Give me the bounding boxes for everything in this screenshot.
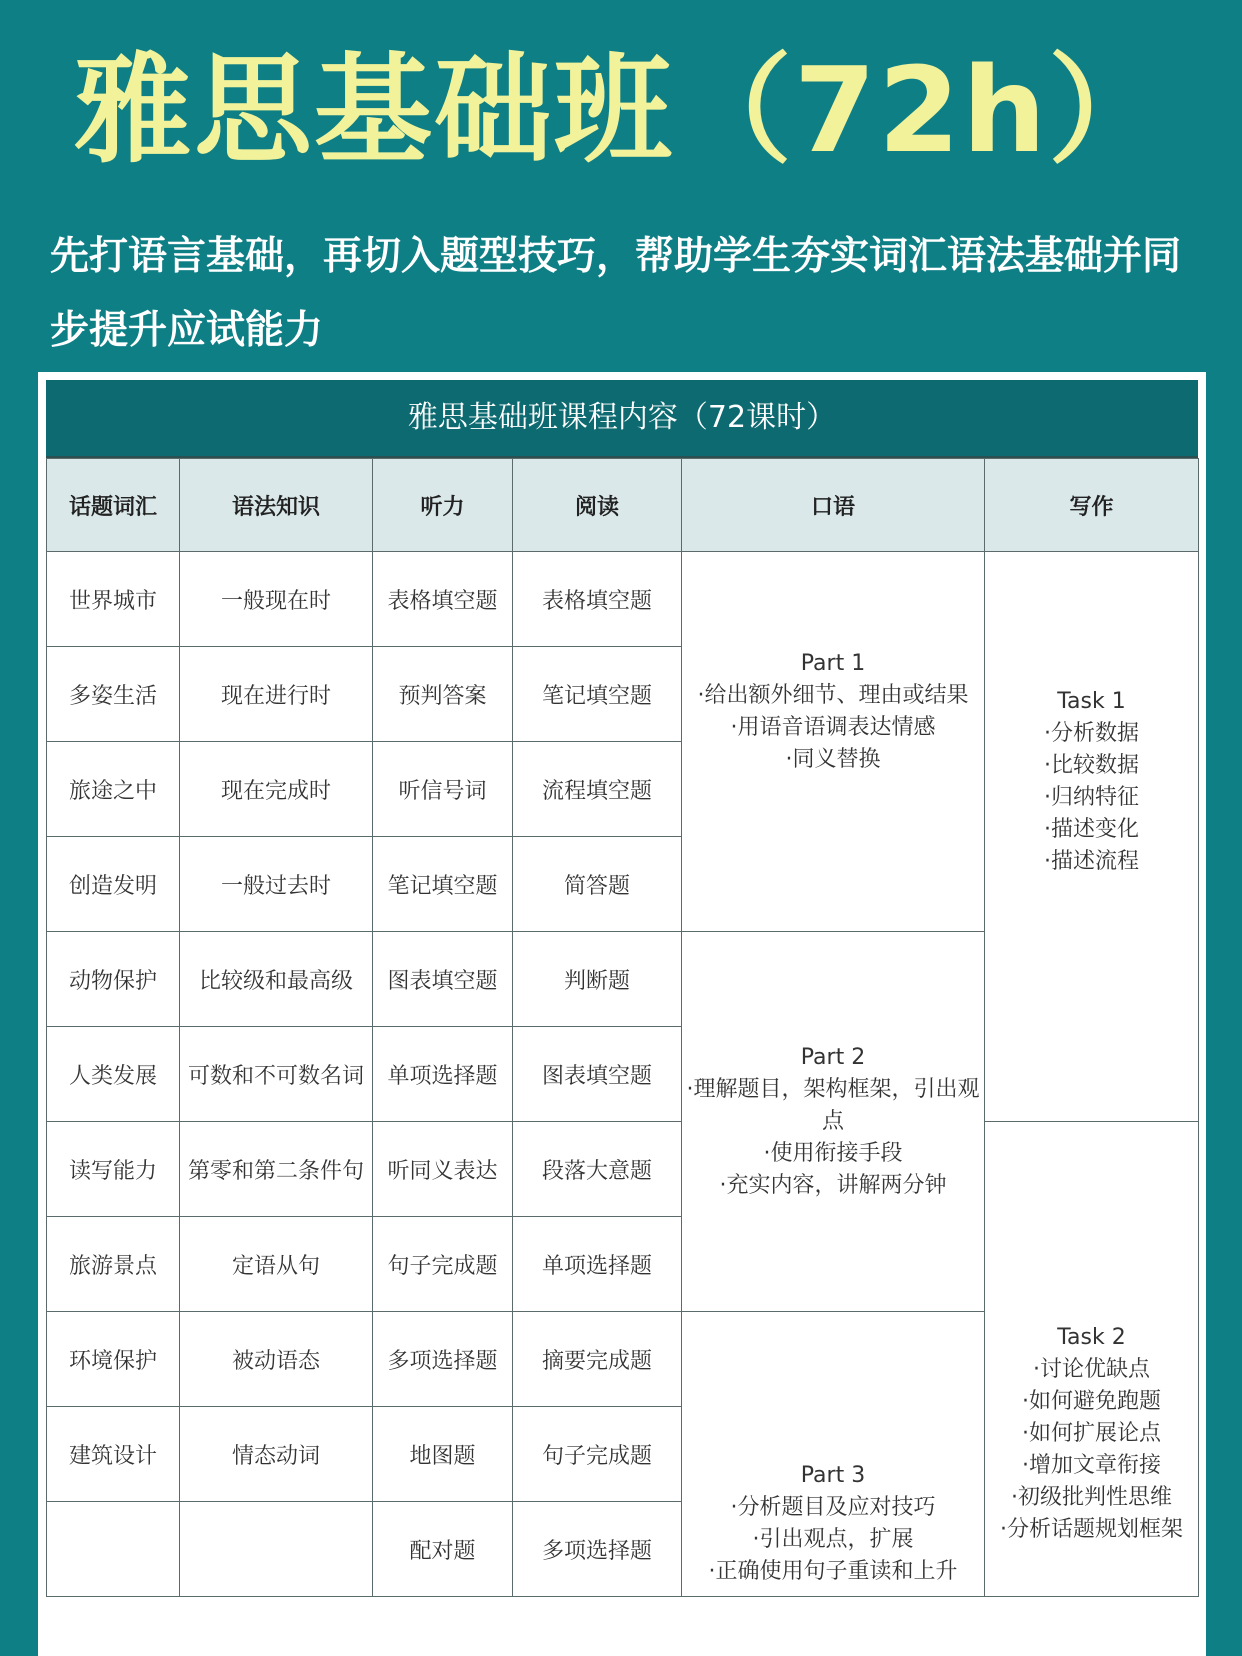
header-grammar: 语法知识 xyxy=(180,459,373,552)
header-row xyxy=(47,459,1199,552)
page-subtitle: 先打语言基础，再切入题型技巧，帮助学生夯实词汇语法基础并同步提升应试能力 xyxy=(50,234,1182,353)
listening-cell: 配对题 xyxy=(373,1502,513,1597)
topic-cell xyxy=(47,1502,180,1597)
writing-point: ·如何扩展论点 xyxy=(1022,1421,1161,1446)
reading-cell: 单项选择题 xyxy=(513,1217,682,1312)
grammar-cell xyxy=(180,1502,373,1597)
topic-cell: 人类发展 xyxy=(47,1027,180,1122)
writing-point: ·分析数据 xyxy=(1044,720,1139,746)
reading-cell: 表格填空题 xyxy=(513,552,682,647)
writing-point: ·比较数据 xyxy=(1044,752,1139,778)
page-headline: 雅思基础班（72h） xyxy=(73,41,1169,179)
grammar-cell: 现在进行时 xyxy=(180,647,373,742)
writing-point: ·归纳特征 xyxy=(1044,784,1139,810)
topic-cell: 旅途之中 xyxy=(47,742,180,837)
listening-cell: 句子完成题 xyxy=(373,1217,513,1312)
grammar-cell: 一般过去时 xyxy=(180,837,373,932)
grammar-cell: 被动语态 xyxy=(180,1312,373,1407)
course-table xyxy=(46,458,1199,1597)
topic-cell: 创造发明 xyxy=(47,837,180,932)
reading-cell: 图表填空题 xyxy=(513,1027,682,1122)
topic-cell: 读写能力 xyxy=(47,1122,180,1217)
writing-task-title: Task 2 xyxy=(1057,1325,1126,1350)
grammar-cell: 现在完成时 xyxy=(180,742,373,837)
writing-point: ·增加文章衔接 xyxy=(1022,1453,1161,1478)
reading-cell: 笔记填空题 xyxy=(513,647,682,742)
topic-cell: 旅游景点 xyxy=(47,1217,180,1312)
speaking-point: ·同义替换 xyxy=(785,746,881,772)
listening-cell: 听信号词 xyxy=(373,742,513,837)
speaking-point: ·正确使用句子重读和上升 xyxy=(708,1559,958,1584)
topic-cell: 动物保护 xyxy=(47,932,180,1027)
grammar-cell: 第零和第二条件句 xyxy=(180,1122,373,1217)
listening-cell: 单项选择题 xyxy=(373,1027,513,1122)
header-reading: 阅读 xyxy=(513,459,682,552)
writing-point: ·初级批判性思维 xyxy=(1011,1485,1172,1510)
grammar-cell: 比较级和最高级 xyxy=(180,932,373,1027)
reading-cell: 流程填空题 xyxy=(513,742,682,837)
speaking-point: ·分析题目及应对技巧 xyxy=(730,1495,936,1520)
writing-point: ·如何避免跑题 xyxy=(1022,1389,1161,1414)
speaking-point: ·用语音语调表达情感 xyxy=(730,714,936,740)
grammar-cell: 可数和不可数名词 xyxy=(180,1027,373,1122)
reading-cell: 简答题 xyxy=(513,837,682,932)
speaking-part-3 xyxy=(682,1312,985,1597)
speaking-part-2 xyxy=(682,932,985,1312)
topic-cell: 建筑设计 xyxy=(47,1407,180,1502)
speaking-point: ·充实内容，讲解两分钟 xyxy=(719,1172,947,1198)
reading-cell: 段落大意题 xyxy=(513,1122,682,1217)
reading-cell: 多项选择题 xyxy=(513,1502,682,1597)
course-table-card xyxy=(38,372,1206,1656)
speaking-point: ·使用衔接手段 xyxy=(763,1140,903,1166)
topic-cell: 多姿生活 xyxy=(47,647,180,742)
speaking-point: ·给出额外细节、理由或结果 xyxy=(697,682,969,708)
header-writing: 写作 xyxy=(985,459,1199,552)
listening-cell: 笔记填空题 xyxy=(373,837,513,932)
table-title: 雅思基础班课程内容（72课时） xyxy=(46,380,1198,458)
reading-cell: 句子完成题 xyxy=(513,1407,682,1502)
writing-point: ·描述流程 xyxy=(1044,848,1139,874)
writing-task-1 xyxy=(985,552,1199,1122)
speaking-part-title: Part 1 xyxy=(800,650,866,676)
writing-task-2 xyxy=(985,1122,1199,1597)
grammar-cell: 定语从句 xyxy=(180,1217,373,1312)
topic-cell: 环境保护 xyxy=(47,1312,180,1407)
reading-cell: 判断题 xyxy=(513,932,682,1027)
writing-point: ·讨论优缺点 xyxy=(1033,1357,1150,1382)
header-listening: 听力 xyxy=(373,459,513,552)
speaking-point: ·理解题目，架构框架，引出观点 xyxy=(686,1076,980,1134)
writing-task-title: Task 1 xyxy=(1057,688,1126,714)
listening-cell: 表格填空题 xyxy=(373,552,513,647)
topic-cell: 世界城市 xyxy=(47,552,180,647)
table-row xyxy=(47,1122,1199,1217)
header-topic-vocab: 话题词汇 xyxy=(47,459,180,552)
speaking-part-title: Part 2 xyxy=(800,1044,866,1070)
writing-point: ·描述变化 xyxy=(1044,816,1139,842)
listening-cell: 多项选择题 xyxy=(373,1312,513,1407)
course-table-wrap xyxy=(46,380,1198,1597)
speaking-part-1 xyxy=(682,552,985,932)
listening-cell: 听同义表达 xyxy=(373,1122,513,1217)
speaking-point: ·引出观点，扩展 xyxy=(752,1527,914,1552)
writing-point: ·分析话题规划框架 xyxy=(1000,1517,1183,1542)
listening-cell: 地图题 xyxy=(373,1407,513,1502)
listening-cell: 预判答案 xyxy=(373,647,513,742)
grammar-cell: 一般现在时 xyxy=(180,552,373,647)
header-speaking: 口语 xyxy=(682,459,985,552)
reading-cell: 摘要完成题 xyxy=(513,1312,682,1407)
table-row xyxy=(47,552,1199,647)
listening-cell: 图表填空题 xyxy=(373,932,513,1027)
grammar-cell: 情态动词 xyxy=(180,1407,373,1502)
speaking-part-title: Part 3 xyxy=(800,1463,866,1488)
